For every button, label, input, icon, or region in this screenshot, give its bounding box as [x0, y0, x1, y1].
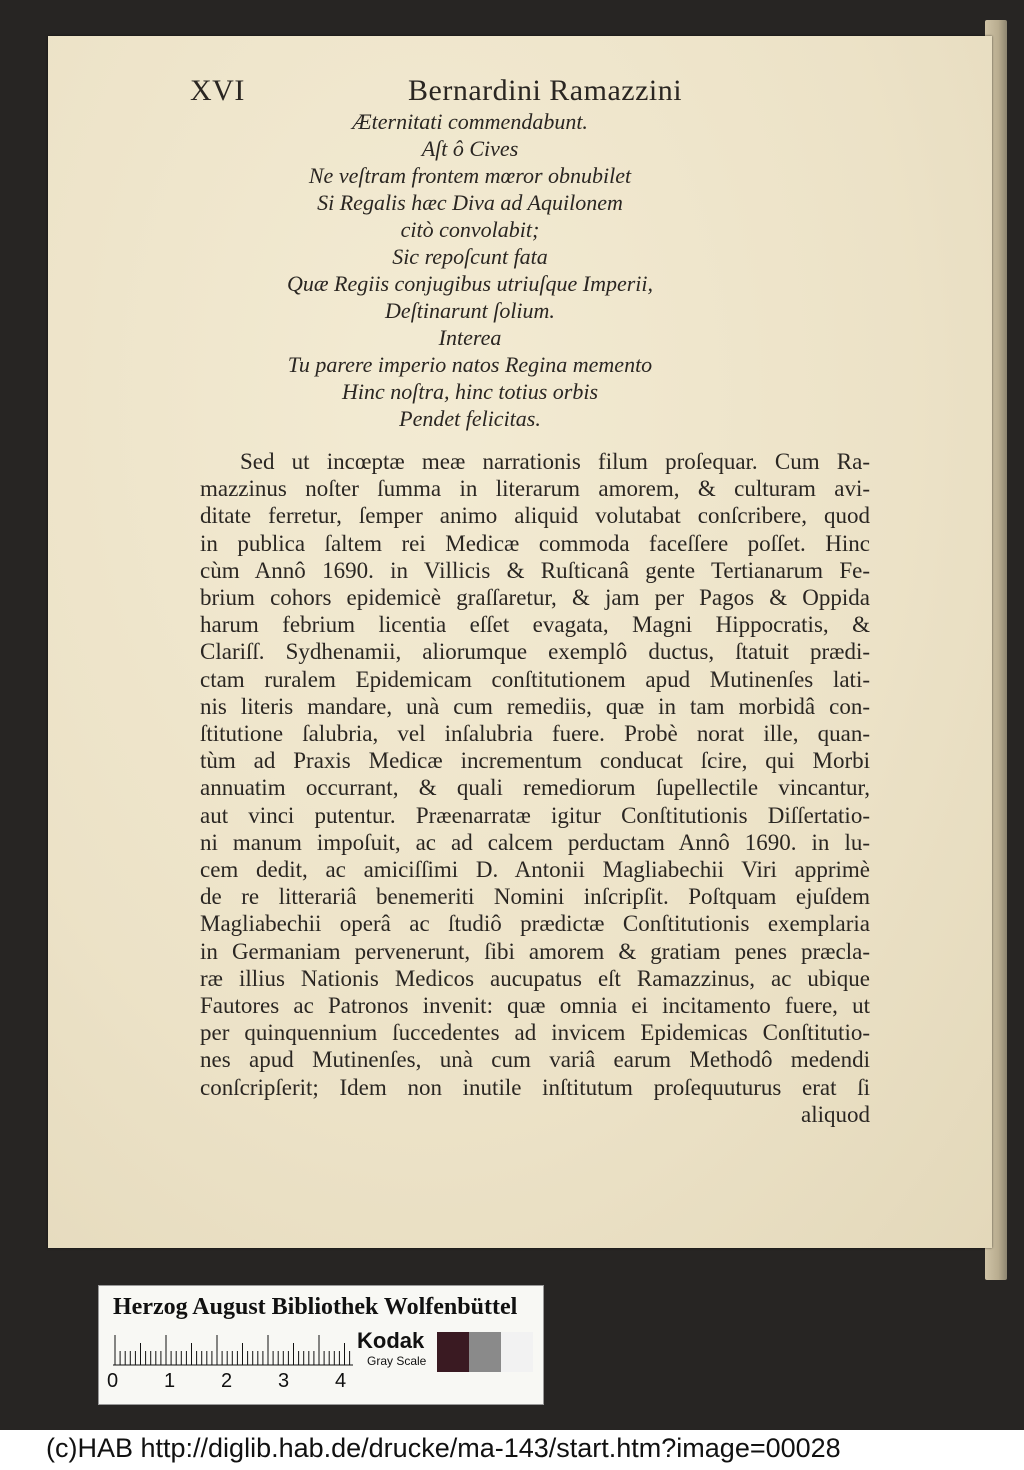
body-line: cem dedit, ac amiciſſimi D. Antonii Magliabechii Viri apprimè	[200, 857, 870, 883]
body-line: aut vinci putentur. Præenarratæ igitur Conſtitutionis Diſſertatio-	[200, 802, 870, 828]
body-line: Magliabechii operâ ac ſtudiô prædictæ Conſtitutionis exemplaria	[200, 911, 870, 937]
ruler-number: 4	[335, 1370, 347, 1392]
poem-line: Sic repoſcunt fata	[392, 244, 548, 269]
body-line: Clariſſ. Sydhenamii, aliorumque exemplô ductus, ſtatuit prædi-	[200, 639, 870, 665]
library-color-card	[98, 1285, 544, 1405]
poem-line: Quæ Regiis conjugibus utriuſque Imperii,	[286, 271, 654, 296]
ruler-scale	[113, 1332, 353, 1366]
running-title: Bernardini Ramazzini	[408, 74, 683, 107]
body-line: nes apud Mutinenſes, unà cum variâ earum Methodô medendi	[200, 1047, 870, 1073]
gray-swatches	[437, 1332, 533, 1372]
poem-line: Pendet felicitas.	[399, 406, 541, 431]
body-line: ræ illius Nationis Medicos aucupatus eſt Ramazzinus, ac ubique	[200, 965, 870, 991]
ruler-number: 2	[221, 1370, 233, 1392]
body-line: Sed ut incœptæ meæ narrationis filum proſequar. Cum Ra-	[240, 449, 870, 474]
body-line: in publica ſaltem rei Medicæ commoda faceſſere poſſet. Hinc	[200, 530, 870, 556]
body-line: cùm Annô 1690. in Villicis & Ruſticanâ gente Tertianarum Fe-	[200, 557, 870, 583]
body-line: nis literis mandare, unà cum remediis, quæ in tam morbidâ con-	[200, 693, 870, 719]
poem-line: Tu parere imperio natos Regina memento	[287, 352, 653, 377]
poem-line: Deſtinarunt ſolium.	[385, 298, 555, 323]
gray-swatch	[501, 1332, 533, 1372]
poem-line: Interea	[438, 325, 502, 350]
body-line: mazzinus noſter ſumma in literarum amorem, & culturam avi-	[200, 476, 870, 502]
ruler-number: 3	[278, 1370, 290, 1392]
body-line: conſcripſerit; Idem non inutile inſtitutum proſequuturus erat ſi	[200, 1074, 870, 1100]
body-line: harum febrium licentia eſſet evagata, Magni Hippocratis, &	[200, 612, 870, 638]
poem-line: Æternitati commendabunt.	[352, 109, 588, 134]
poem-line: citò convolabit;	[400, 217, 540, 242]
library-name: Herzog August Bibliothek Wolfenbüttel	[113, 1294, 518, 1320]
body-line: brium cohors epidemicè graſſaretur, & jam per Pagos & Oppida	[200, 585, 870, 611]
body-line: ni manum impoſuit, ac ad calcem perductam Annô 1690. in lu-	[200, 829, 870, 855]
body-line: ctam ruralem Epidemicam conſtitutionem apud Mutinenſes lati-	[200, 666, 870, 692]
ruler-numbers	[107, 1370, 367, 1396]
kodak-logo: Kodak	[357, 1328, 425, 1353]
body-line: de re litterariâ benemeriti Nomini inſcripſit. Poſtquam ejuſdem	[200, 884, 870, 910]
gray-swatch	[469, 1332, 501, 1372]
poem-block	[200, 108, 740, 432]
poem-line: Hinc noſtra, hinc totius orbis	[341, 379, 599, 404]
ruler-number: 1	[164, 1370, 176, 1392]
body-line: ditate ferretur, ſemper animo aliquid volutabat conſcribere, quod	[200, 503, 870, 529]
poem-line: Aſt ô Cives	[421, 136, 519, 161]
catchword: aliquod	[801, 1101, 870, 1127]
gray-scale-label: Gray Scale	[367, 1354, 427, 1368]
ruler-number: 0	[107, 1370, 119, 1392]
footer-url: (c)HAB http://diglib.hab.de/drucke/ma-143/start.htm?image=00028	[46, 1433, 841, 1463]
body-line: Fautores ac Patronos invenit: quæ omnia ei incitamento fuere, ut	[200, 993, 870, 1019]
body-line: in Germaniam pervenerunt, ſibi amorem & gratiam penes præcla-	[200, 938, 870, 964]
gray-swatch	[437, 1332, 469, 1372]
body-line: tùm ad Praxis Medicæ incrementum conducat ſcire, qui Morbi	[200, 748, 870, 774]
poem-line: Ne veſtram frontem mœror obnubilet	[308, 163, 632, 188]
body-line: annuatim occurrant, & quali remediorum ſupellectile vincantur,	[200, 775, 870, 801]
poem-line: Si Regalis hæc Diva ad Aquilonem	[317, 190, 623, 215]
page-number: XVI	[190, 74, 245, 107]
body-line: ſtitutione ſalubria, vel inſalubria fuere. Probè norat ille, quan-	[200, 721, 870, 747]
body-line: per quinquennium ſuccedentes ad invicem Epidemicas Conſtitutio-	[200, 1020, 870, 1046]
body-text	[200, 448, 870, 1128]
footer-bar	[0, 1430, 1024, 1470]
